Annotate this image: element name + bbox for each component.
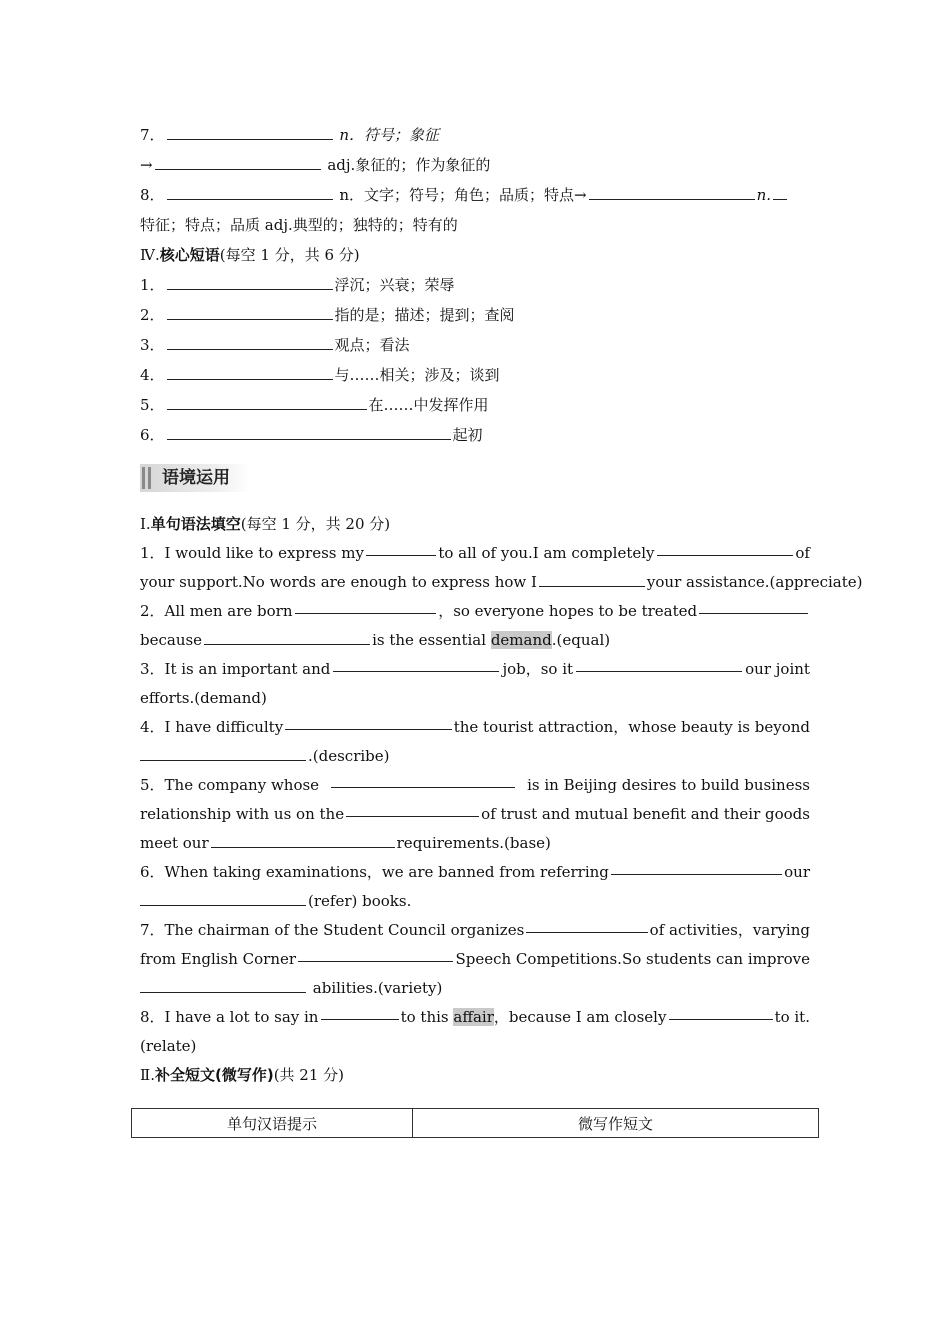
answer-blank[interactable] xyxy=(669,1003,773,1020)
answer-blank[interactable] xyxy=(285,713,452,730)
phrase-item: 1． 浮沉；兴衰；荣辱 xyxy=(140,270,810,300)
phrase-item: 5． 在……中发挥作用 xyxy=(140,390,810,420)
answer-blank[interactable] xyxy=(204,628,370,645)
vocab-definition: n．文字；符号；角色；品质；特点→ xyxy=(339,186,587,204)
question-5-line-3: meet our requirements.(base) xyxy=(140,829,810,858)
question-6-line-2: (refer) books. xyxy=(140,887,810,916)
section-banner xyxy=(140,464,250,492)
part2-heading: Ⅱ.补全短文(微写作)(共 21 分) xyxy=(140,1066,345,1084)
question-5-line-2: relationship with us on the of trust and mutual benefit and their goods xyxy=(140,800,810,829)
answer-blank[interactable] xyxy=(167,333,333,350)
question-8-line-1: 8．I have a lot to say in to this affair，because I am closely to it. xyxy=(140,1003,810,1032)
answer-blank[interactable] xyxy=(167,123,333,140)
question-3-line-1: 3．It is an important and job，so it our joint xyxy=(140,655,810,684)
phrase-item: 2． 指的是；描述；提到；查阅 xyxy=(140,300,810,330)
answer-blank[interactable] xyxy=(331,771,515,788)
answer-blank[interactable] xyxy=(211,831,395,848)
answer-blank[interactable] xyxy=(295,597,437,614)
question-7-line-1: 7．The chairman of the Student Council organizes of activities，varying xyxy=(140,916,810,945)
answer-blank[interactable] xyxy=(539,570,645,587)
answer-blank[interactable] xyxy=(366,539,436,556)
answer-blank[interactable] xyxy=(140,889,306,906)
highlighted-word: demand xyxy=(490,631,552,649)
answer-blank[interactable] xyxy=(167,363,333,380)
worksheet-page xyxy=(140,120,863,1090)
question-4-line-1: 4．I have difficulty the tourist attraction，whose beauty is beyond xyxy=(140,713,810,742)
phrases-heading: Ⅳ.核心短语(每空 1 分，共 6 分) xyxy=(140,246,360,264)
question-6-line-1: 6．When taking examinations，we are banned from referring our xyxy=(140,858,810,887)
answer-blank[interactable] xyxy=(526,916,647,933)
vocab-item-8-cont xyxy=(140,210,810,240)
vocab-item-8: 8． n．文字；符号；角色；品质；特点→ n. xyxy=(140,180,810,210)
vocab-definition: adj.象征的；作为象征的 xyxy=(327,156,491,174)
answer-blank[interactable] xyxy=(298,945,453,962)
question-5-line-1: 5．The company whose is in Beijing desires to build business xyxy=(140,771,810,800)
answer-blank[interactable] xyxy=(576,655,742,672)
answer-blank[interactable] xyxy=(167,303,333,320)
answer-blank[interactable] xyxy=(167,423,451,440)
question-2-line-2: because is the essential demand.(equal) xyxy=(140,626,810,655)
answer-blank[interactable] xyxy=(321,1003,399,1020)
answer-blank[interactable] xyxy=(699,597,808,614)
part1-heading: Ⅰ.单句语法填空(每空 1 分，共 20 分) xyxy=(140,515,391,533)
phrase-item: 6． 起初 xyxy=(140,420,810,450)
table-header-row xyxy=(132,1109,819,1138)
vocab-item-7: 7． n．符号；象征 xyxy=(140,120,810,150)
vocab-definition: n．符号；象征 xyxy=(339,126,439,144)
highlighted-word: affair xyxy=(453,1008,494,1026)
answer-blank[interactable] xyxy=(140,744,306,761)
vocab-item-7-adj: → adj.象征的；作为象征的 xyxy=(140,150,810,180)
question-4-line-2: .(describe) xyxy=(140,742,810,771)
question-3-line-2: efforts.(demand) xyxy=(140,689,267,707)
question-1-line-1: 1．I would like to express my to all of you.I am completely of xyxy=(140,539,810,568)
answer-blank[interactable] xyxy=(611,858,782,875)
answer-blank[interactable] xyxy=(155,153,321,170)
answer-blank[interactable] xyxy=(167,183,333,200)
answer-blank[interactable] xyxy=(346,800,479,817)
answer-blank[interactable] xyxy=(167,273,333,290)
phrase-item: 4． 与……相关；涉及；谈到 xyxy=(140,360,810,390)
answer-blank[interactable] xyxy=(140,976,306,993)
answer-blank[interactable] xyxy=(167,393,367,410)
answer-blank[interactable] xyxy=(657,539,794,556)
answer-blank[interactable] xyxy=(589,183,755,200)
question-1-line-2: your support.No words are enough to express how I your assistance.(appreciate) xyxy=(140,568,810,597)
answer-blank[interactable] xyxy=(333,655,499,672)
vocab-definition: 特征；特点；品质 adj.典型的；独特的；特有的 xyxy=(140,216,458,234)
phrase-item: 3． 观点；看法 xyxy=(140,330,810,360)
question-7-line-3: abilities.(variety) xyxy=(140,974,810,1003)
question-7-line-2: from English Corner Speech Competitions.So students can improve xyxy=(140,945,810,974)
table-header-cell: 单句汉语提示 xyxy=(132,1109,413,1138)
micro-writing-table xyxy=(131,1108,819,1138)
question-2-line-1: 2．All men are born ，so everyone hopes to be treated xyxy=(140,597,810,626)
section-title: 语境运用 xyxy=(162,468,230,488)
table-header-cell: 微写作短文 xyxy=(413,1109,819,1138)
question-8-line-2: (relate) xyxy=(140,1037,197,1055)
